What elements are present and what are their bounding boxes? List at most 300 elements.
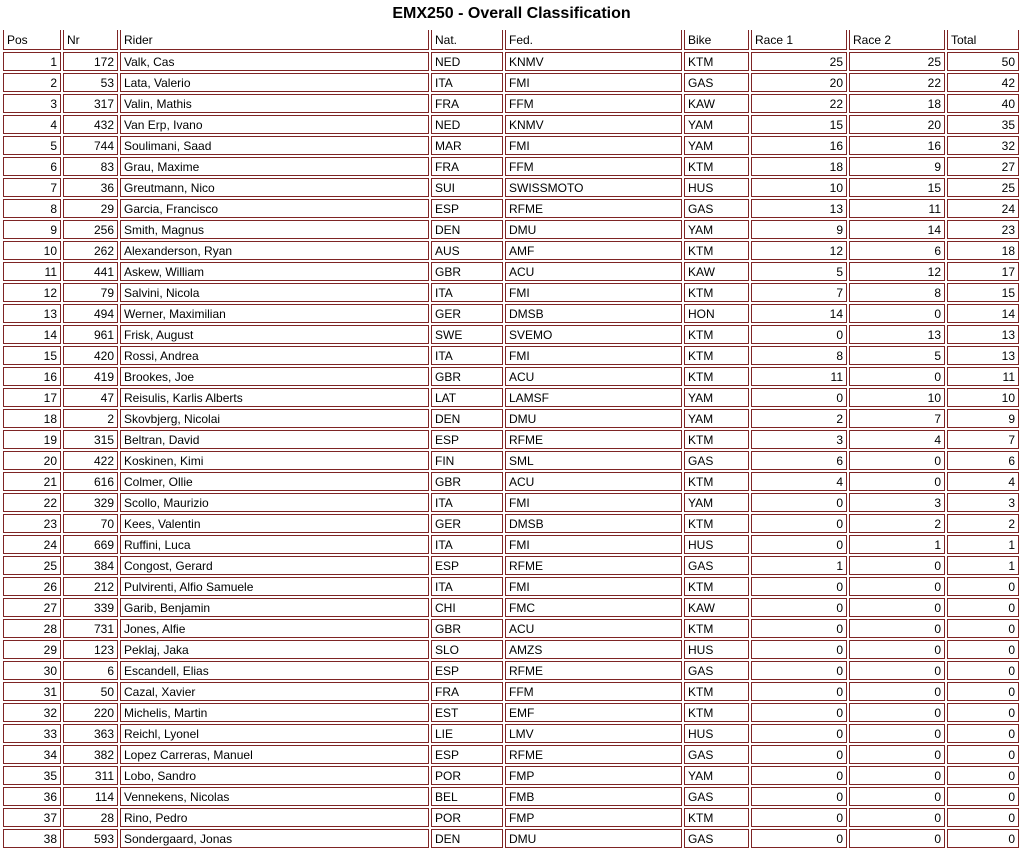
cell-total: 0 — [947, 682, 1019, 701]
table-row — [3, 577, 1019, 596]
cell-nr: 744 — [63, 136, 118, 155]
cell-rider: Werner, Maximilian — [120, 304, 429, 323]
cell-race2: 5 — [849, 346, 945, 365]
cell-nr: 47 — [63, 388, 118, 407]
cell-pos: 1 — [3, 52, 61, 71]
cell-rider: Lopez Carreras, Manuel — [120, 745, 429, 764]
cell-race1: 25 — [751, 52, 847, 71]
cell-pos: 32 — [3, 703, 61, 722]
cell-nr: 172 — [63, 52, 118, 71]
cell-race2: 0 — [849, 829, 945, 848]
cell-race2: 0 — [849, 703, 945, 722]
column-header-rider: Rider — [120, 30, 429, 50]
table-row — [3, 472, 1019, 491]
table-row — [3, 619, 1019, 638]
cell-nr: 29 — [63, 199, 118, 218]
cell-fed: FMI — [505, 535, 682, 554]
cell-pos: 6 — [3, 157, 61, 176]
cell-nr: 494 — [63, 304, 118, 323]
cell-race1: 1 — [751, 556, 847, 575]
cell-total: 9 — [947, 409, 1019, 428]
cell-race1: 0 — [751, 724, 847, 743]
cell-pos: 29 — [3, 640, 61, 659]
cell-nr: 317 — [63, 94, 118, 113]
cell-race1: 0 — [751, 619, 847, 638]
table-row — [3, 52, 1019, 71]
cell-bike: HON — [684, 304, 749, 323]
cell-rider: Sondergaard, Jonas — [120, 829, 429, 848]
cell-race2: 0 — [849, 598, 945, 617]
cell-race1: 0 — [751, 514, 847, 533]
cell-pos: 34 — [3, 745, 61, 764]
cell-nat: NED — [431, 52, 503, 71]
cell-total: 14 — [947, 304, 1019, 323]
cell-bike: YAM — [684, 493, 749, 512]
cell-fed: FMB — [505, 787, 682, 806]
table-row — [3, 73, 1019, 92]
cell-race1: 0 — [751, 661, 847, 680]
cell-nat: DEN — [431, 409, 503, 428]
cell-total: 13 — [947, 346, 1019, 365]
cell-fed: SML — [505, 451, 682, 470]
cell-race1: 0 — [751, 745, 847, 764]
cell-fed: DMU — [505, 829, 682, 848]
cell-fed: KNMV — [505, 52, 682, 71]
cell-nr: 432 — [63, 115, 118, 134]
cell-bike: GAS — [684, 787, 749, 806]
cell-nat: LAT — [431, 388, 503, 407]
cell-race2: 9 — [849, 157, 945, 176]
cell-pos: 23 — [3, 514, 61, 533]
cell-bike: YAM — [684, 220, 749, 239]
cell-rider: Beltran, David — [120, 430, 429, 449]
cell-nr: 420 — [63, 346, 118, 365]
cell-race2: 2 — [849, 514, 945, 533]
table-row — [3, 178, 1019, 197]
cell-pos: 3 — [3, 94, 61, 113]
cell-nat: GBR — [431, 262, 503, 281]
cell-total: 27 — [947, 157, 1019, 176]
cell-fed: FMI — [505, 493, 682, 512]
table-row — [3, 409, 1019, 428]
cell-nr: 36 — [63, 178, 118, 197]
cell-fed: RFME — [505, 199, 682, 218]
cell-nr: 329 — [63, 493, 118, 512]
cell-race2: 13 — [849, 325, 945, 344]
cell-rider: Rino, Pedro — [120, 808, 429, 827]
cell-nat: ESP — [431, 661, 503, 680]
cell-nr: 311 — [63, 766, 118, 785]
cell-nr: 363 — [63, 724, 118, 743]
cell-race2: 0 — [849, 577, 945, 596]
cell-race2: 0 — [849, 556, 945, 575]
table-row — [3, 808, 1019, 827]
table-header — [3, 30, 1019, 50]
page-title: EMX250 - Overall Classification — [392, 5, 631, 22]
table-row — [3, 388, 1019, 407]
cell-nr: 593 — [63, 829, 118, 848]
table-row — [3, 136, 1019, 155]
table-row — [3, 514, 1019, 533]
cell-race1: 20 — [751, 73, 847, 92]
cell-race1: 15 — [751, 115, 847, 134]
cell-rider: Cazal, Xavier — [120, 682, 429, 701]
cell-bike: KTM — [684, 472, 749, 491]
cell-nat: POR — [431, 808, 503, 827]
cell-bike: KTM — [684, 346, 749, 365]
cell-rider: Brookes, Joe — [120, 367, 429, 386]
table-row — [3, 115, 1019, 134]
cell-fed: ACU — [505, 262, 682, 281]
header-row — [3, 30, 1019, 50]
cell-nr: 262 — [63, 241, 118, 260]
cell-nr: 419 — [63, 367, 118, 386]
cell-race2: 22 — [849, 73, 945, 92]
cell-pos: 24 — [3, 535, 61, 554]
cell-total: 10 — [947, 388, 1019, 407]
cell-race1: 8 — [751, 346, 847, 365]
cell-pos: 15 — [3, 346, 61, 365]
cell-total: 17 — [947, 262, 1019, 281]
cell-nat: MAR — [431, 136, 503, 155]
cell-fed: AMF — [505, 241, 682, 260]
table-row — [3, 241, 1019, 260]
cell-race2: 14 — [849, 220, 945, 239]
cell-pos: 11 — [3, 262, 61, 281]
cell-nat: LIE — [431, 724, 503, 743]
cell-race2: 0 — [849, 472, 945, 491]
cell-total: 13 — [947, 325, 1019, 344]
cell-total: 2 — [947, 514, 1019, 533]
cell-nat: BEL — [431, 787, 503, 806]
cell-pos: 18 — [3, 409, 61, 428]
cell-bike: GAS — [684, 556, 749, 575]
cell-rider: Alexanderson, Ryan — [120, 241, 429, 260]
cell-race2: 6 — [849, 241, 945, 260]
cell-bike: KTM — [684, 367, 749, 386]
cell-fed: LMV — [505, 724, 682, 743]
cell-fed: FMI — [505, 73, 682, 92]
table-row — [3, 430, 1019, 449]
cell-race2: 16 — [849, 136, 945, 155]
cell-nat: ITA — [431, 283, 503, 302]
cell-bike: KTM — [684, 703, 749, 722]
cell-bike: HUS — [684, 178, 749, 197]
cell-total: 0 — [947, 724, 1019, 743]
cell-fed: RFME — [505, 556, 682, 575]
cell-race2: 4 — [849, 430, 945, 449]
cell-total: 32 — [947, 136, 1019, 155]
cell-bike: KTM — [684, 808, 749, 827]
cell-rider: Askew, William — [120, 262, 429, 281]
cell-race2: 12 — [849, 262, 945, 281]
cell-fed: KNMV — [505, 115, 682, 134]
cell-nat: GER — [431, 304, 503, 323]
cell-fed: EMF — [505, 703, 682, 722]
cell-nr: 2 — [63, 409, 118, 428]
cell-race2: 7 — [849, 409, 945, 428]
cell-nr: 123 — [63, 640, 118, 659]
table-row — [3, 724, 1019, 743]
cell-rider: Reisulis, Karlis Alberts — [120, 388, 429, 407]
cell-race1: 11 — [751, 367, 847, 386]
cell-fed: RFME — [505, 661, 682, 680]
cell-total: 3 — [947, 493, 1019, 512]
cell-total: 25 — [947, 178, 1019, 197]
cell-race2: 0 — [849, 724, 945, 743]
cell-pos: 22 — [3, 493, 61, 512]
cell-bike: KAW — [684, 598, 749, 617]
column-header-race1: Race 1 — [751, 30, 847, 50]
cell-nr: 669 — [63, 535, 118, 554]
cell-fed: AMZS — [505, 640, 682, 659]
cell-bike: KAW — [684, 262, 749, 281]
cell-bike: KTM — [684, 682, 749, 701]
cell-total: 0 — [947, 598, 1019, 617]
cell-nr: 422 — [63, 451, 118, 470]
cell-pos: 37 — [3, 808, 61, 827]
cell-bike: KTM — [684, 514, 749, 533]
table-row — [3, 493, 1019, 512]
cell-bike: KTM — [684, 325, 749, 344]
cell-nr: 384 — [63, 556, 118, 575]
cell-pos: 4 — [3, 115, 61, 134]
cell-race1: 0 — [751, 325, 847, 344]
table-row — [3, 535, 1019, 554]
cell-rider: Jones, Alfie — [120, 619, 429, 638]
cell-fed: SVEMO — [505, 325, 682, 344]
cell-fed: ACU — [505, 619, 682, 638]
cell-rider: Frisk, August — [120, 325, 429, 344]
cell-nat: ITA — [431, 535, 503, 554]
cell-race1: 12 — [751, 241, 847, 260]
cell-nr: 28 — [63, 808, 118, 827]
table-row — [3, 640, 1019, 659]
cell-race1: 0 — [751, 577, 847, 596]
table-row — [3, 94, 1019, 113]
cell-race1: 6 — [751, 451, 847, 470]
cell-total: 0 — [947, 745, 1019, 764]
cell-race1: 0 — [751, 682, 847, 701]
cell-nr: 83 — [63, 157, 118, 176]
table-row — [3, 367, 1019, 386]
cell-total: 50 — [947, 52, 1019, 71]
cell-fed: FFM — [505, 94, 682, 113]
cell-rider: Scollo, Maurizio — [120, 493, 429, 512]
cell-bike: HUS — [684, 535, 749, 554]
cell-race1: 18 — [751, 157, 847, 176]
cell-total: 15 — [947, 283, 1019, 302]
cell-nr: 114 — [63, 787, 118, 806]
cell-race1: 10 — [751, 178, 847, 197]
cell-nr: 441 — [63, 262, 118, 281]
cell-race2: 0 — [849, 682, 945, 701]
cell-fed: FMC — [505, 598, 682, 617]
cell-pos: 31 — [3, 682, 61, 701]
cell-race2: 0 — [849, 640, 945, 659]
cell-fed: FMI — [505, 283, 682, 302]
cell-race1: 22 — [751, 94, 847, 113]
cell-nr: 70 — [63, 514, 118, 533]
cell-race2: 3 — [849, 493, 945, 512]
cell-race2: 0 — [849, 619, 945, 638]
cell-nr: 6 — [63, 661, 118, 680]
cell-bike: KTM — [684, 619, 749, 638]
cell-pos: 9 — [3, 220, 61, 239]
cell-nat: GBR — [431, 367, 503, 386]
cell-fed: DMU — [505, 220, 682, 239]
table-row — [3, 262, 1019, 281]
cell-pos: 35 — [3, 766, 61, 785]
cell-race2: 0 — [849, 766, 945, 785]
table-row — [3, 766, 1019, 785]
cell-race1: 0 — [751, 493, 847, 512]
column-header-pos: Pos — [3, 30, 61, 50]
cell-nat: ITA — [431, 493, 503, 512]
cell-rider: Valk, Cas — [120, 52, 429, 71]
cell-race2: 0 — [849, 304, 945, 323]
cell-rider: Colmer, Ollie — [120, 472, 429, 491]
cell-total: 0 — [947, 787, 1019, 806]
cell-race2: 20 — [849, 115, 945, 134]
cell-rider: Koskinen, Kimi — [120, 451, 429, 470]
cell-total: 1 — [947, 535, 1019, 554]
cell-total: 0 — [947, 619, 1019, 638]
table-row — [3, 787, 1019, 806]
cell-nat: SWE — [431, 325, 503, 344]
cell-total: 35 — [947, 115, 1019, 134]
cell-bike: GAS — [684, 451, 749, 470]
cell-race1: 13 — [751, 199, 847, 218]
cell-bike: GAS — [684, 829, 749, 848]
cell-rider: Vennekens, Nicolas — [120, 787, 429, 806]
cell-race2: 10 — [849, 388, 945, 407]
cell-fed: RFME — [505, 430, 682, 449]
cell-race2: 0 — [849, 745, 945, 764]
cell-nat: EST — [431, 703, 503, 722]
cell-rider: Greutmann, Nico — [120, 178, 429, 197]
cell-nat: ESP — [431, 199, 503, 218]
cell-pos: 30 — [3, 661, 61, 680]
cell-nr: 220 — [63, 703, 118, 722]
cell-fed: DMSB — [505, 514, 682, 533]
cell-pos: 27 — [3, 598, 61, 617]
cell-rider: Rossi, Andrea — [120, 346, 429, 365]
cell-pos: 25 — [3, 556, 61, 575]
cell-total: 42 — [947, 73, 1019, 92]
cell-nat: NED — [431, 115, 503, 134]
column-header-nat: Nat. — [431, 30, 503, 50]
cell-nr: 339 — [63, 598, 118, 617]
cell-nr: 212 — [63, 577, 118, 596]
cell-pos: 8 — [3, 199, 61, 218]
cell-race2: 15 — [849, 178, 945, 197]
cell-race2: 1 — [849, 535, 945, 554]
cell-rider: Garcia, Francisco — [120, 199, 429, 218]
cell-race2: 0 — [849, 787, 945, 806]
cell-pos: 19 — [3, 430, 61, 449]
cell-nr: 256 — [63, 220, 118, 239]
cell-total: 40 — [947, 94, 1019, 113]
cell-nat: FRA — [431, 682, 503, 701]
cell-race1: 16 — [751, 136, 847, 155]
cell-total: 0 — [947, 703, 1019, 722]
table-row — [3, 283, 1019, 302]
cell-rider: Michelis, Martin — [120, 703, 429, 722]
cell-race1: 0 — [751, 598, 847, 617]
cell-race1: 0 — [751, 766, 847, 785]
cell-total: 0 — [947, 577, 1019, 596]
table-row — [3, 661, 1019, 680]
cell-nat: GBR — [431, 619, 503, 638]
table-row — [3, 703, 1019, 722]
cell-total: 0 — [947, 640, 1019, 659]
cell-pos: 13 — [3, 304, 61, 323]
cell-nat: FIN — [431, 451, 503, 470]
results-table — [1, 28, 1021, 850]
cell-pos: 36 — [3, 787, 61, 806]
cell-nat: SLO — [431, 640, 503, 659]
column-header-total: Total — [947, 30, 1019, 50]
cell-fed: SWISSMOTO — [505, 178, 682, 197]
cell-race2: 8 — [849, 283, 945, 302]
cell-rider: Peklaj, Jaka — [120, 640, 429, 659]
cell-race1: 0 — [751, 829, 847, 848]
cell-race1: 0 — [751, 388, 847, 407]
cell-fed: FMP — [505, 808, 682, 827]
cell-bike: GAS — [684, 73, 749, 92]
cell-bike: GAS — [684, 745, 749, 764]
cell-nat: ESP — [431, 556, 503, 575]
table-row — [3, 346, 1019, 365]
cell-nat: POR — [431, 766, 503, 785]
cell-fed: FMI — [505, 346, 682, 365]
cell-pos: 2 — [3, 73, 61, 92]
cell-nat: DEN — [431, 829, 503, 848]
cell-race2: 0 — [849, 451, 945, 470]
cell-fed: FFM — [505, 682, 682, 701]
cell-rider: Ruffini, Luca — [120, 535, 429, 554]
cell-rider: Skovbjerg, Nicolai — [120, 409, 429, 428]
cell-nat: GER — [431, 514, 503, 533]
cell-pos: 20 — [3, 451, 61, 470]
column-header-nr: Nr — [63, 30, 118, 50]
cell-nat: ITA — [431, 73, 503, 92]
cell-rider: Lata, Valerio — [120, 73, 429, 92]
table-row — [3, 451, 1019, 470]
cell-race1: 0 — [751, 808, 847, 827]
cell-race1: 3 — [751, 430, 847, 449]
cell-bike: KTM — [684, 283, 749, 302]
cell-rider: Van Erp, Ivano — [120, 115, 429, 134]
cell-nat: GBR — [431, 472, 503, 491]
cell-race2: 25 — [849, 52, 945, 71]
cell-rider: Garib, Benjamin — [120, 598, 429, 617]
cell-nat: ITA — [431, 577, 503, 596]
cell-rider: Pulvirenti, Alfio Samuele — [120, 577, 429, 596]
cell-pos: 28 — [3, 619, 61, 638]
cell-bike: YAM — [684, 766, 749, 785]
cell-fed: DMSB — [505, 304, 682, 323]
cell-race1: 0 — [751, 787, 847, 806]
cell-pos: 10 — [3, 241, 61, 260]
cell-fed: FMI — [505, 136, 682, 155]
table-row — [3, 745, 1019, 764]
cell-total: 18 — [947, 241, 1019, 260]
cell-race1: 9 — [751, 220, 847, 239]
table-row — [3, 598, 1019, 617]
cell-pos: 5 — [3, 136, 61, 155]
